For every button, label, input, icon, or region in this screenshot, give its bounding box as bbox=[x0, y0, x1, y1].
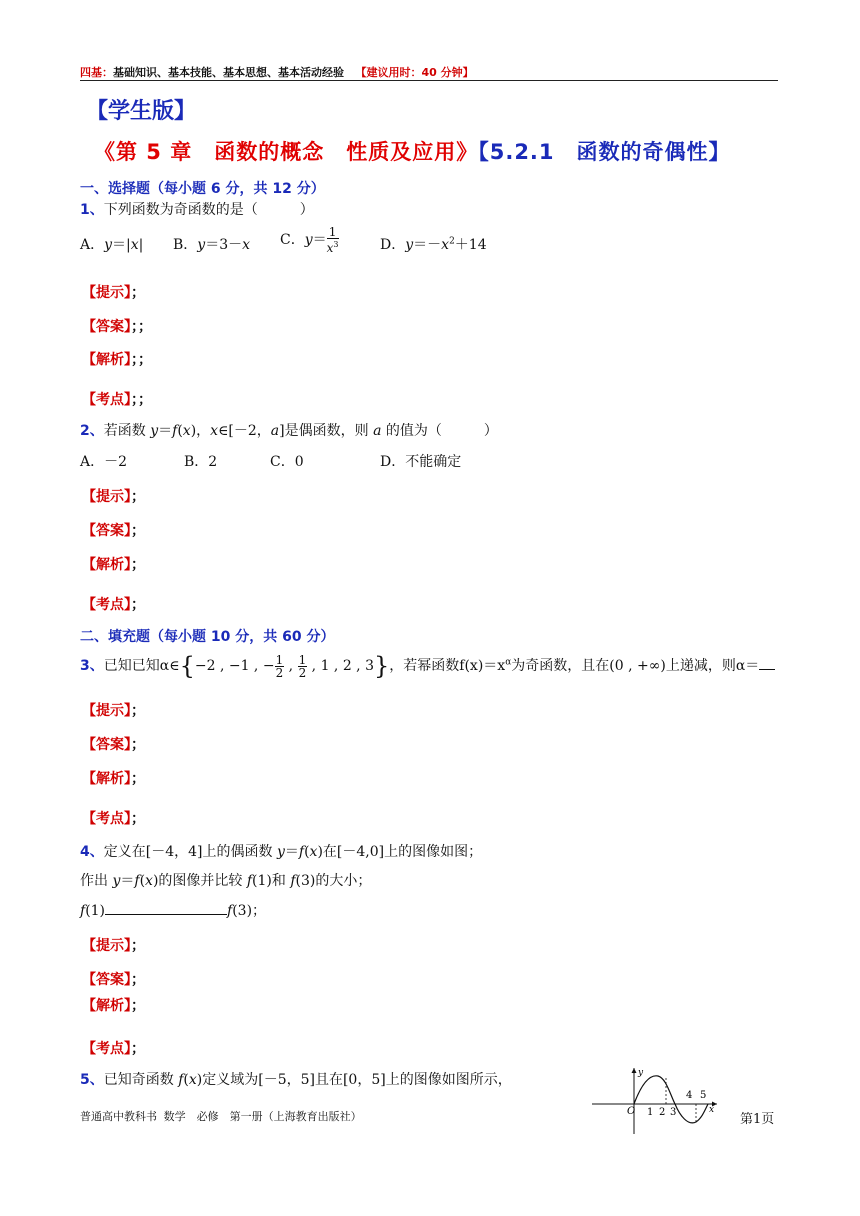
graph-tick-1: 1 bbox=[647, 1107, 654, 1118]
q2-options bbox=[80, 451, 580, 471]
q3-answer: 【答案】； bbox=[82, 737, 145, 753]
section-title: 【5.2.1 函数的奇偶性】 bbox=[478, 140, 731, 164]
q1-analysis: 【解析】；； bbox=[82, 352, 152, 368]
q1-option-c[interactable]: C．y＝ $\frac{1}{x^3}$ bbox=[280, 225, 339, 255]
graph-tick-5: 5 bbox=[700, 1090, 707, 1101]
q2-option-d[interactable]: D．不能确定 bbox=[380, 454, 462, 470]
q2-analysis: 【解析】； bbox=[82, 557, 145, 573]
q3-hint: 【提示】； bbox=[82, 703, 145, 719]
chapter-title: 《第 5 章 函数的概念 性质及应用》 bbox=[94, 140, 479, 164]
q1-point: 【考点】；； bbox=[82, 392, 152, 408]
graph-tick-2: 2 bbox=[659, 1107, 666, 1118]
footer-book: 普通高中教科书 数学 必修 第一册（上海教育出版社） bbox=[80, 1110, 362, 1123]
q1-answer: 【答案】；； bbox=[82, 319, 152, 335]
q2-point: 【考点】； bbox=[82, 597, 145, 613]
question-number: 1、 bbox=[80, 202, 104, 218]
question-4-line-1: 4、定义在[－4，4]上的偶函数 y＝f(x)在[－4,0]上的图像如图； bbox=[80, 844, 483, 860]
q2-answer: 【答案】； bbox=[82, 523, 145, 539]
question-4-line-2: 作出 y＝f(x)的图像并比较 f(1)和 f(3)的大小； bbox=[80, 873, 372, 889]
q1-options bbox=[80, 225, 780, 268]
graph-y-label: y bbox=[638, 1068, 644, 1078]
q1-hint: 【提示】； bbox=[82, 285, 145, 301]
q2-option-c[interactable]: C．0 bbox=[270, 454, 304, 470]
q1-option-a[interactable]: A．y＝|x| bbox=[80, 237, 144, 253]
question-5: 5、已知奇函数 f(x)定义域为[－5，5]且在[0，5]上的图像如图所示， bbox=[80, 1072, 512, 1088]
header-basics: 基础知识、基本技能、基本思想、基本活动经验 bbox=[113, 66, 344, 79]
header-prefix: 四基： bbox=[80, 66, 113, 79]
version-label: 【学生版】 bbox=[86, 99, 197, 124]
page-header bbox=[80, 64, 474, 80]
q1-option-b[interactable]: B．y＝3－x bbox=[173, 237, 251, 253]
q3-point: 【考点】； bbox=[82, 811, 145, 827]
graph-tick-4: 4 bbox=[686, 1090, 693, 1101]
graph-origin-label: O bbox=[627, 1106, 636, 1117]
header-time: 【建议用时：40 分钟】 bbox=[355, 66, 474, 79]
section-fill: 二、填充题（每小题 10 分，共 60 分） bbox=[80, 629, 335, 645]
question-text: 下列函数为奇函数的是（ ） bbox=[103, 202, 314, 218]
graph-tick-3: 3 bbox=[670, 1107, 677, 1118]
question-1 bbox=[80, 199, 314, 219]
page-number: 第1页 bbox=[740, 1112, 775, 1127]
q4-hint: 【提示】； bbox=[82, 938, 145, 954]
graph-x-label: x bbox=[709, 1105, 715, 1115]
q4-analysis: 【解析】； bbox=[82, 998, 145, 1014]
q4-answer: 【答案】； bbox=[82, 972, 145, 988]
question-4-blank[interactable]: f(1) f(3)； bbox=[80, 903, 267, 919]
page-title bbox=[94, 136, 731, 166]
q4-point: 【考点】； bbox=[82, 1041, 145, 1057]
q2-hint: 【提示】； bbox=[82, 489, 145, 505]
section-choice: 一、选择题（每小题 6 分，共 12 分） bbox=[80, 181, 325, 197]
q1-option-d[interactable]: D．$y=-x^2+14$ bbox=[380, 236, 487, 253]
q3-analysis: 【解析】； bbox=[82, 771, 145, 787]
header-divider bbox=[80, 80, 778, 81]
question-2: 2、若函数 y＝f(x)，x∈[－2，a]是偶函数，则 a 的值为（ ） bbox=[80, 423, 498, 439]
q2-option-b[interactable]: B．2 bbox=[184, 454, 218, 470]
q5-function-graph bbox=[592, 1066, 722, 1136]
question-3: 3、已知已知α∈{−2 , −1 , − $\frac{1}{2}$ , $\frac{1}{2}$ , 1 , 2 , 3}，若幂函数$f(x)=x^\alpha$为奇函数，且在(0 , +∞)上递减，则α＝ bbox=[80, 652, 775, 680]
q2-option-a[interactable]: A．－2 bbox=[80, 454, 128, 470]
